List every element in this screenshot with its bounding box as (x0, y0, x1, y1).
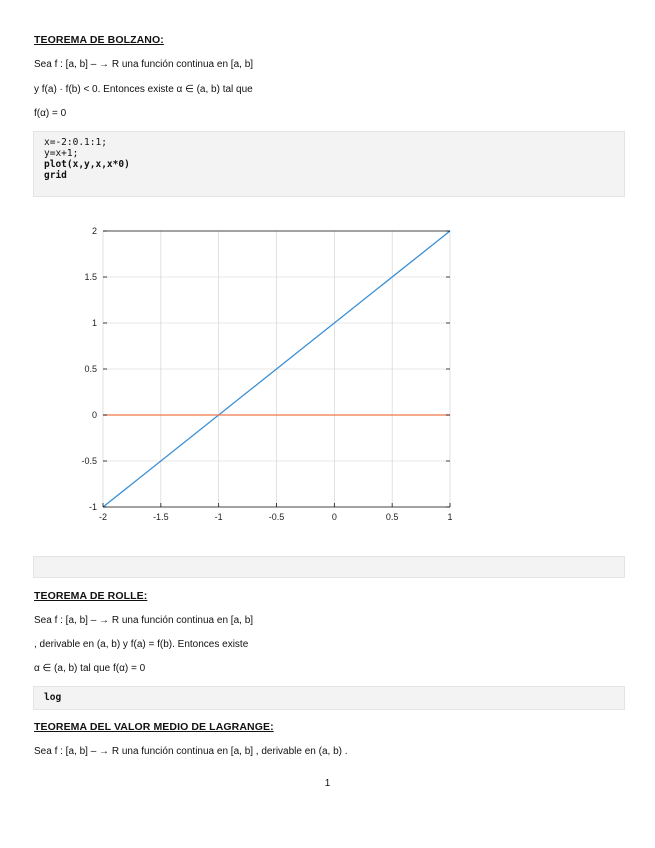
code-line: grid (44, 170, 67, 181)
y-tick-label: 0.5 (84, 364, 97, 374)
rolle-text-line-1: Sea f : [a, b] – → R una función continua en [a, b] (34, 615, 254, 626)
y-tick-label: -1 (88, 502, 97, 512)
y-tick-label: -0.5 (81, 456, 97, 466)
code-line: plot(x,y,x,x*0) (44, 159, 130, 170)
rolle-text-line-3: α ∈ (a, b) tal que f(α) = 0 (34, 663, 146, 674)
code-line: log (44, 692, 62, 703)
y-tick-label: 1 (91, 318, 97, 328)
bolzano-plot (70, 218, 470, 533)
tick-labels (81, 226, 452, 522)
lagrange-heading: TEOREMA DEL VALOR MEDIO DE LAGRANGE: (34, 721, 274, 733)
rolle-heading: TEOREMA DE ROLLE: (34, 590, 148, 602)
y-tick-label: 1.5 (84, 272, 97, 282)
x-tick-label: -0.5 (268, 512, 285, 522)
x-tick-label: 0.5 (385, 512, 399, 522)
rolle-code-cell[interactable] (33, 686, 625, 710)
code-line: y=x+1; (44, 148, 79, 159)
rolle-text-line-2: , derivable en (a, b) y f(a) = f(b). Entonces existe (34, 639, 249, 650)
y-tick-label: 0 (91, 410, 97, 420)
bolzano-text-line-3: f(α) = 0 (34, 108, 67, 119)
lagrange-text-line-1: Sea f : [a, b] – → R una función continua en [a, b] , derivable en (a, b) . (34, 746, 348, 757)
x-tick-label: 0 (331, 512, 337, 522)
x-tick-label: -1 (214, 512, 223, 522)
bolzano-code-cell[interactable] (33, 131, 625, 197)
bolzano-text-line-2: y f(a) · f(b) < 0. Entonces existe α ∈ (a, b) tal que (34, 84, 253, 95)
bolzano-heading: TEOREMA DE BOLZANO: (34, 34, 164, 46)
x-tick-label: -2 (98, 512, 108, 522)
code-line: x=-2:0.1:1; (44, 137, 107, 148)
x-tick-label: -1.5 (153, 512, 169, 522)
y-tick-label: 2 (91, 226, 97, 236)
x-tick-label: 1 (447, 512, 453, 522)
page-number: 1 (324, 778, 331, 789)
bolzano-text-line-1: Sea f : [a, b] – → R una función continua en [a, b] (34, 59, 254, 70)
empty-output-cell[interactable] (33, 556, 625, 578)
